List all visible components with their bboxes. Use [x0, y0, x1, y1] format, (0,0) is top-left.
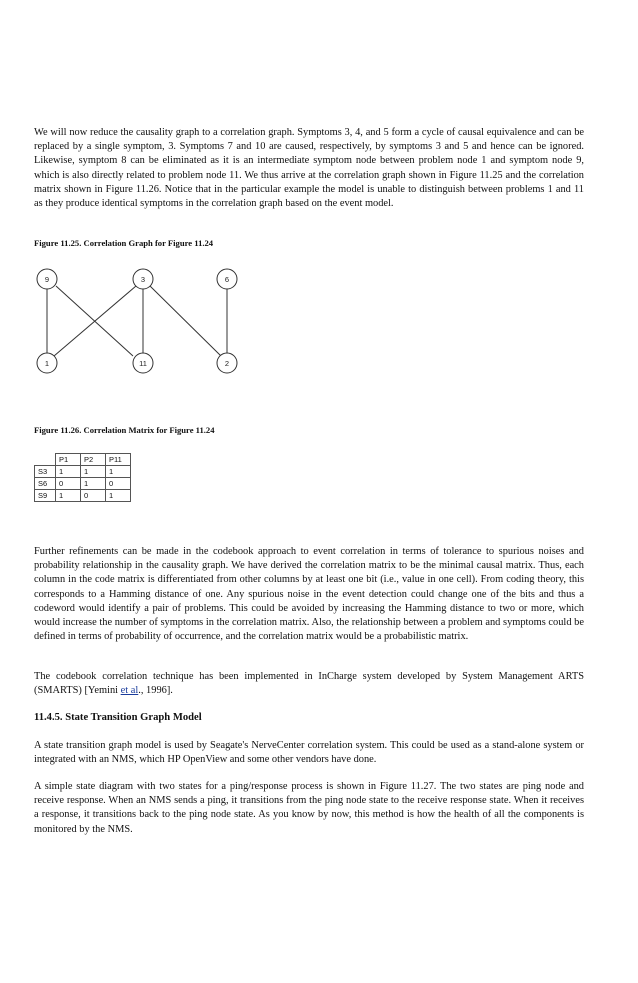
- matrix-cell: 1: [56, 490, 81, 502]
- section-heading: 11.4.5. State Transition Graph Model: [34, 712, 202, 723]
- figure-11-26-caption: Figure 11.26. Correlation Matrix for Figure 11.24: [34, 425, 215, 435]
- para3-text-before: The codebook correlation technique has been implemented in InCharge system developed by System Management ARTS (SMARTS) [Yemini: [34, 671, 584, 697]
- edge-3-1: [54, 286, 136, 356]
- matrix-col-header: P2: [81, 454, 106, 466]
- matrix-cell: 1: [56, 466, 81, 478]
- paragraph-causality-reduction: We will now reduce the causality graph to a correlation graph. Symptoms 3, 4, and 5 form a cycle of causal equivalence and can be replaced by a single symptom, 3. Symptoms 7 and 10 are caused, respectively, by symptoms 3 and 5 and hence can be ignored. Likewise, symptom 8 can be eliminated as it is an intermediate symptom node between problem node 1 and symptom node 9, which is also directly related to problem node 11. We thus arrive at the correlation graph shown in Figure 11.25 and the correlation matrix shown in Figure 11.26. Notice that in the particular example the model is unable to distinguish between problems 1 and 11 as they produce identical symptoms in the correlation graph based on the event model.: [34, 127, 584, 210]
- matrix-cell: 1: [106, 466, 131, 478]
- node-11-label: 11: [139, 359, 147, 368]
- matrix-header-row: [35, 454, 131, 466]
- matrix-row-header: S9: [35, 490, 56, 502]
- matrix-col-header: P11: [106, 454, 131, 466]
- matrix-row: [35, 466, 131, 478]
- et-al-link[interactable]: et al: [120, 685, 139, 697]
- paragraph-codebook-implementation: [34, 670, 584, 698]
- matrix-cell: 1: [81, 466, 106, 478]
- correlation-graph: [28, 258, 258, 388]
- node-3-label: 3: [140, 275, 146, 284]
- para3-text-after: ., 1996].: [138, 685, 173, 697]
- node-9-label: 9: [44, 275, 50, 284]
- matrix-cell: 1: [81, 478, 106, 490]
- node-2-label: 2: [224, 359, 230, 368]
- matrix-cell: 1: [106, 490, 131, 502]
- matrix-cell: 0: [56, 478, 81, 490]
- matrix-cell: 0: [106, 478, 131, 490]
- paragraph-codebook-refinements: Further refinements can be made in the codebook approach to event correlation in terms of tolerance to spurious noises and probability relationship in the causality graph. We have derived the correlation matrix to be the minimal causal matrix. Thus, each column in the code matrix is differentiated from other columns by at least one bit (i.e., value in one cell). From coding theory, this corresponds to a Hamming distance of one. Any spurious noise in the event detection could change one of the bits and thus a codeword would identify a pair of problems. This could be avoided by increasing the Hamming distance to two or more, which would increase the number of symptoms in the correlation matrix. Also, the relationship between a problem and symptoms could be defined in terms of probability of occurrence, and the correlation matrix would be a probabilistic matrix.: [34, 546, 584, 643]
- matrix-col-header: P1: [56, 454, 81, 466]
- correlation-matrix: [34, 453, 131, 502]
- matrix-row: [35, 490, 131, 502]
- paragraph-state-transition-intro: A state transition graph model is used by Seagate's NerveCenter correlation system. This could be used as a stand-alone system or integrated with an NMS, which HP OpenView and some other vendors have done.: [34, 740, 584, 766]
- matrix-row: [35, 478, 131, 490]
- paragraph-ping-response: A simple state diagram with two states for a ping/response process is shown in Figure 11.27. The two states are ping node and receive response. When an NMS sends a ping, it transitions from the ping node state to the receive response state. When it receives a response, it transitions back to the ping node state. As you know by now, this method is how the health of all the components is monitored by the NMS.: [34, 781, 584, 835]
- figure-11-25-caption: Figure 11.25. Correlation Graph for Figure 11.24: [34, 238, 214, 248]
- node-6-label: 6: [224, 275, 230, 284]
- node-1-label: 1: [44, 359, 50, 368]
- matrix-row-header: S3: [35, 466, 56, 478]
- edge-3-2: [150, 286, 221, 356]
- matrix-cell: 0: [81, 490, 106, 502]
- matrix-row-header: S6: [35, 478, 56, 490]
- matrix-corner: [35, 454, 56, 466]
